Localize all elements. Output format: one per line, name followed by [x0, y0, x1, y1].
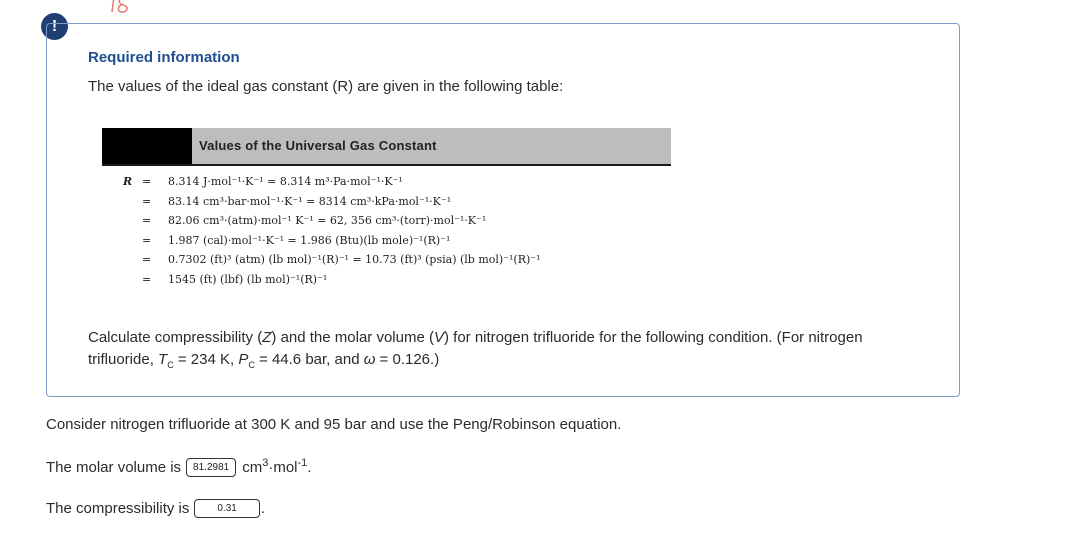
equation-text: 1545 (ft) (lbf) (lb mol)⁻¹(R)⁻¹ [168, 272, 328, 286]
alert-icon: ! [41, 13, 68, 40]
gas-constant-table-header [102, 128, 671, 166]
equation-row: = 1545 (ft) (lbf) (lb mol)⁻¹(R)⁻¹ [142, 272, 328, 286]
equation-row: = 83.14 cm³·bar·mol⁻¹·K⁻¹ = 8314 cm³·kPa·mol⁻¹·K⁻¹ [142, 194, 452, 208]
table-title: Values of the Universal Gas Constant [199, 138, 437, 153]
equation-text: 8.314 J·mol⁻¹·K⁻¹ = 8.314 m³·Pa·mol⁻¹·K⁻¹ [168, 175, 403, 188]
equation-text: 82.06 cm³·(atm)·mol⁻¹ K⁻¹ = 62, 356 cm³·(torr)·mol⁻¹·K⁻¹ [168, 214, 487, 227]
compressibility-label: The compressibility is [46, 500, 190, 517]
r-symbol: R [123, 175, 133, 188]
equation-text: 83.14 cm³·bar·mol⁻¹·K⁻¹ = 8314 cm³·kPa·mol⁻¹·K⁻¹ [168, 194, 452, 208]
compressibility-answer-row: The compressibility is 0.31 . [46, 500, 266, 517]
intro-text: The values of the ideal gas constant (R) are given in the following table: [88, 78, 564, 95]
equation-row: = 0.7302 (ft)³ (atm) (lb mol)⁻¹(R)⁻¹ = 10.73 (ft)³ (psia) (lb mol)⁻¹(R)⁻¹ [142, 253, 541, 266]
handwritten-mark [108, 0, 138, 22]
required-title: Required information [88, 49, 240, 66]
molar-volume-answer-row [46, 458, 311, 477]
equation-row: = 82.06 cm³·(atm)·mol⁻¹ K⁻¹ = 62, 356 cm³·(torr)·mol⁻¹·K⁻¹ [142, 214, 487, 227]
equation-row: R = 8.314 J·mol⁻¹·K⁻¹ = 8.314 m³·Pa·mol⁻¹·K⁻¹ [123, 175, 403, 188]
equation-text: 0.7302 (ft)³ (atm) (lb mol)⁻¹(R)⁻¹ = 10.73 (ft)³ (psia) (lb mol)⁻¹(R)⁻¹ [168, 253, 541, 266]
peng-robinson-instructions: Consider nitrogen trifluoride at 300 K and 95 bar and use the Peng/Robinson equation. [46, 416, 622, 433]
molar-volume-input[interactable]: 81.2981 [186, 458, 236, 477]
gas-constant-values [123, 175, 541, 292]
required-information-panel [46, 23, 960, 397]
equation-row: = 1.987 (cal)·mol⁻¹·K⁻¹ = 1.986 (Btu)(lb mole)⁻¹(R)⁻¹ [142, 233, 451, 247]
molar-volume-label: The molar volume is [46, 459, 182, 476]
molar-volume-unit: $cm^3\cdot mol^{-1}$. [242, 457, 312, 476]
equation-text: 1.987 (cal)·mol⁻¹·K⁻¹ = 1.986 (Btu)(lb mole)⁻¹(R)⁻¹ [168, 233, 451, 247]
calculation-instructions: Calculate compressibility (Z) and the molar volume (V) for nitrogen trifluoride for the following condition. (For nitrogen trifluoride, $T_C = 234$ K, $P_C = 44.6$ bar, and ω = 0.126.) [88, 329, 863, 370]
compressibility-input[interactable]: 0.31 [194, 499, 259, 518]
header-dark-cell [102, 128, 192, 164]
